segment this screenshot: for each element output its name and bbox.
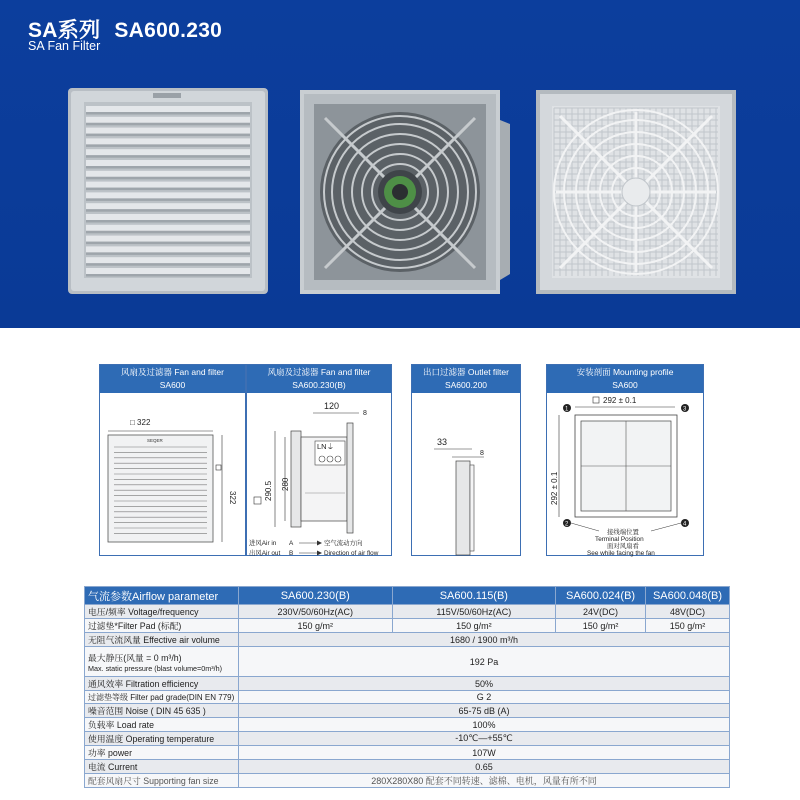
- header-parameter: 气流参数Airflow parameter: [85, 587, 239, 605]
- corner-3-label: 3: [683, 406, 687, 413]
- legend-letter-b: B: [289, 550, 294, 557]
- terminal-note-cn: 接线端位置: [607, 529, 639, 536]
- panel-header: [247, 365, 391, 393]
- cell-value: 107W: [238, 746, 729, 760]
- width-dimension: 292 ± 0.1: [603, 396, 637, 405]
- row-label: 使用温度 Operating temperature: [85, 732, 239, 746]
- panel-model: SA600: [612, 380, 638, 390]
- height-dimension: 292 ± 0.1: [550, 471, 559, 505]
- drawing-outlet-filter: [411, 364, 521, 556]
- table-row-voltage: [85, 605, 730, 619]
- cell-value: 150 g/m²: [556, 619, 646, 633]
- panel-model: SA600.230(B): [292, 380, 346, 390]
- cell-value: -10℃—+55℃: [238, 732, 729, 746]
- flange-dimension: 8: [363, 410, 367, 417]
- table-row-temperature: [85, 732, 730, 746]
- panel-header: [100, 365, 245, 393]
- table-row-noise: [85, 704, 730, 718]
- row-label-sub: Max. static pressure (blast volume=0m³/h): [88, 663, 223, 673]
- product-photo-fan: [300, 90, 510, 294]
- legend-air-in: 进风Air in: [249, 540, 277, 547]
- header-model-048: SA600.048(B): [646, 587, 730, 605]
- height-dimension: 322: [228, 491, 237, 505]
- outer-height-dimension: 290.5: [264, 480, 273, 501]
- panel-header: [412, 365, 520, 393]
- drawing-mounting-profile: [546, 364, 704, 556]
- cell-value: 50%: [238, 677, 729, 691]
- header-model-115: SA600.115(B): [392, 587, 556, 605]
- row-label: 无阻气流风量 Effective air volume: [85, 633, 239, 647]
- cell-value: 0.65: [238, 760, 729, 774]
- panel-header: [547, 365, 703, 393]
- facing-note-cn: 面对风扇看: [607, 543, 639, 550]
- product-photo-filter: [68, 88, 268, 294]
- row-label: 噪音范围 Noise ( DIN 45 635 ): [85, 704, 239, 718]
- panel-title: 安装剖面 Mounting profile: [576, 367, 674, 377]
- cell-value: 280X280X80 配套不同转速、滤棉、电机，风量有所不同: [238, 774, 729, 788]
- row-label: 配套风扇尺寸 Supporting fan size: [85, 774, 239, 788]
- page-subtitle: SA Fan Filter: [28, 39, 101, 53]
- cell-value: 192 Pa: [238, 647, 729, 677]
- legend-air-direction-cn: 空气流动方向: [324, 540, 363, 547]
- cell-value: 48V(DC): [646, 605, 730, 619]
- cell-value: 150 g/m²: [392, 619, 556, 633]
- cell-value: 150 g/m²: [238, 619, 392, 633]
- panel-title: 风扇及过滤器 Fan and filter: [267, 367, 371, 377]
- panel-title: 出口过滤器 Outlet filter: [423, 367, 509, 377]
- drawing-fan-side-view: [246, 364, 392, 556]
- model-title: SA600.230: [114, 19, 223, 42]
- cell-value: 65-75 dB (A): [238, 704, 729, 718]
- drawing-fan-and-filter: [99, 364, 246, 556]
- table-row-filter-grade: [85, 691, 730, 704]
- row-label: 过滤垫等级 Filter pad grade(DIN EN 779): [85, 691, 239, 704]
- table-row-static-pressure: [85, 647, 730, 677]
- panel-model: SA600.200: [444, 380, 488, 390]
- cell-value: 1680 / 1900 m³/h: [238, 633, 729, 647]
- cell-value: G 2: [238, 691, 729, 704]
- panel-title: 风扇及过滤器 Fan and filter: [121, 367, 224, 377]
- terminal-note-en: Terminal Position: [595, 536, 644, 543]
- legend-air-direction-en: Direction of air flow: [324, 550, 379, 557]
- corner-1-label: 1: [565, 406, 569, 413]
- row-label: 通风效率 Filtration efficiency: [85, 677, 239, 691]
- row-label: 功率 power: [85, 746, 239, 760]
- table-row-power: [85, 746, 730, 760]
- cell-value: 150 g/m²: [646, 619, 730, 633]
- cell-value: 230V/50/60Hz(AC): [238, 605, 392, 619]
- product-photo-outlet-filter: [536, 90, 736, 294]
- terminal-labels: LN⏚: [317, 442, 335, 451]
- row-label: 过滤垫*Filter Pad (标配): [85, 619, 239, 633]
- row-label-main: 最大静压(风量 = 0 m³/h): [88, 652, 182, 663]
- flange-dimension: 8: [480, 450, 484, 457]
- width-dimension: □ 322: [130, 418, 151, 427]
- corner-2-label: 2: [565, 521, 569, 528]
- row-label: 负载率 Load rate: [85, 718, 239, 732]
- series-title: SA系列: [28, 19, 101, 42]
- table-row-filtration: [85, 677, 730, 691]
- depth-dimension: 33: [437, 437, 448, 447]
- depth-dimension: 120: [324, 401, 340, 411]
- header-model-024: SA600.024(B): [556, 587, 646, 605]
- facing-note-en: See while facing the fan: [587, 550, 655, 557]
- table-row-filter-pad: [85, 619, 730, 633]
- panel-model: SA600: [159, 380, 186, 390]
- header-banner: [0, 0, 800, 328]
- cell-value: 115V/50/60Hz(AC): [392, 605, 556, 619]
- inner-height-dimension: 280: [281, 477, 290, 491]
- cell-value: 24V(DC): [556, 605, 646, 619]
- table-row-load: [85, 718, 730, 732]
- row-label: 电压/频率 Voltage/frequency: [85, 605, 239, 619]
- legend-air-out: 出风Air out: [249, 550, 281, 557]
- row-label: [85, 647, 239, 677]
- row-label: 电流 Current: [85, 760, 239, 774]
- header-model-230: SA600.230(B): [238, 587, 392, 605]
- brand-mark: SEQER: [147, 438, 163, 443]
- table-row-current: [85, 760, 730, 774]
- cell-value: 100%: [238, 718, 729, 732]
- table-row-air-volume: [85, 633, 730, 647]
- spec-table: [84, 586, 730, 788]
- corner-4-label: 4: [683, 521, 687, 528]
- table-header-row: [85, 587, 730, 605]
- legend-letter-a: A: [289, 540, 294, 547]
- table-row-fan-size: [85, 774, 730, 788]
